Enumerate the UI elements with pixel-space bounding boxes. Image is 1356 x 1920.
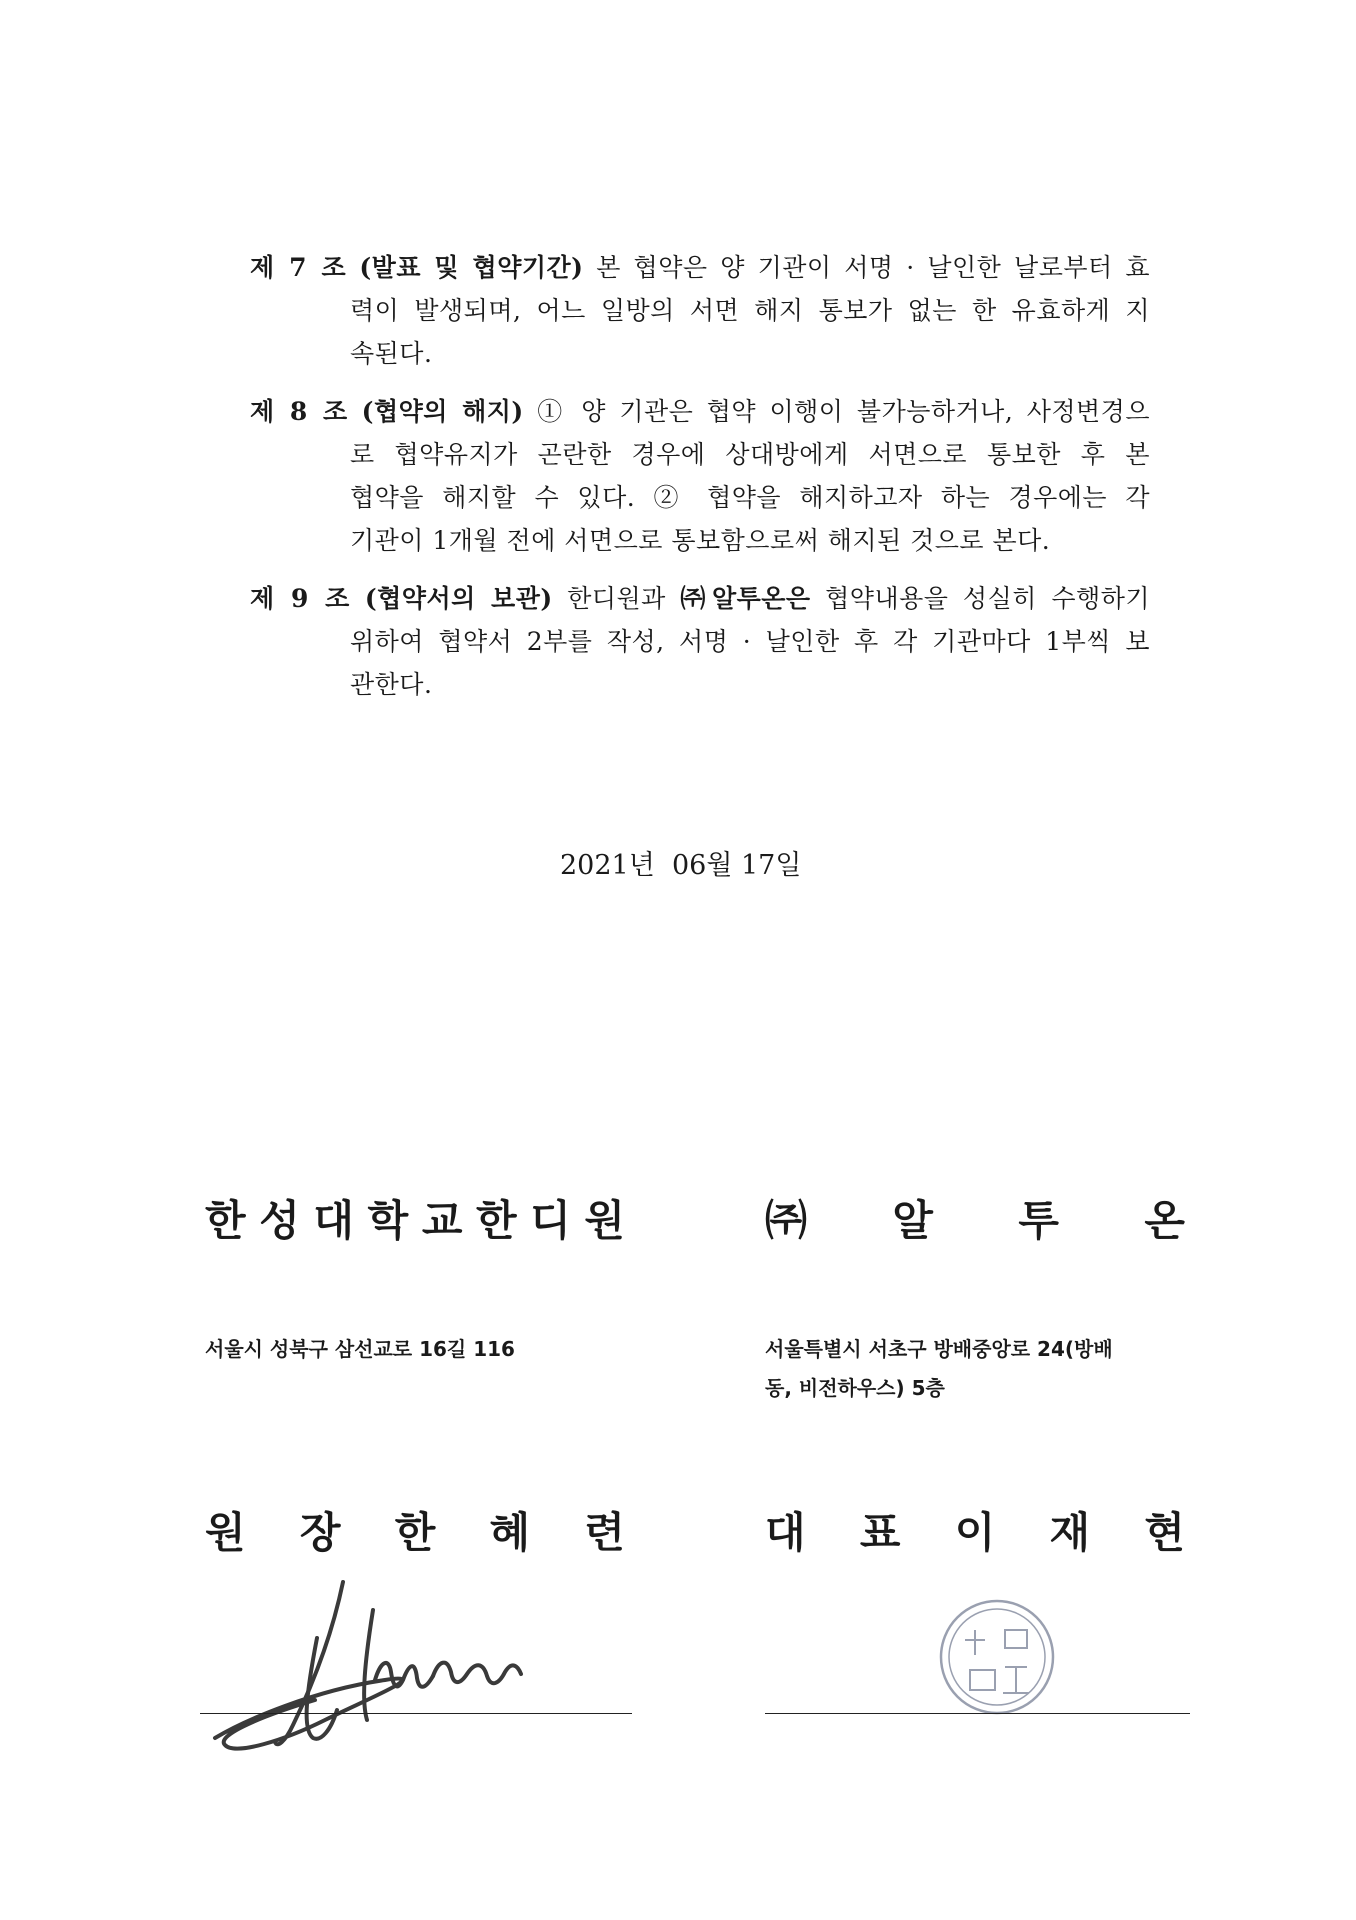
article-7-line-1	[250, 246, 1150, 289]
article-8-number: 제 8 조	[250, 397, 349, 426]
article-9-line-1	[250, 577, 1150, 620]
article-9-line-3: 관한다.	[350, 670, 433, 699]
article-7-text-1: 본 협약은 양 기관이 서명 · 날인한 날로부터 효	[596, 253, 1150, 282]
party-left-name-char: 성	[259, 1196, 300, 1245]
party-right-rep-char: 재	[1049, 1508, 1091, 1557]
article-8-line-3: 협약을 해지할 수 있다. ② 협약을 해지하고자 하는 경우에는 각	[350, 483, 1150, 512]
party-right-name-char: 투	[1018, 1196, 1059, 1245]
article-8	[250, 390, 1150, 562]
article-7-title: (발표 및 협약기간)	[359, 253, 584, 282]
article-8-line-2: 로 협약유지가 곤란한 경우에 상대방에게 서면으로 통보한 후 본	[350, 440, 1150, 469]
party-left-name-char: 디	[530, 1196, 571, 1245]
article-7	[250, 246, 1150, 375]
article-9-text-post: 협약내용을 성실히 수행하기	[825, 584, 1151, 613]
party-left-rep-char: 혜	[489, 1508, 531, 1557]
agreement-date: 2021년 06월 17일	[560, 850, 802, 881]
article-8-line-1	[250, 390, 1150, 433]
article-7-line-3: 속된다.	[350, 339, 433, 368]
party-right-name-char: 온	[1144, 1196, 1185, 1245]
article-8-text-1: ① 양 기관은 협약 이행이 불가능하거나, 사정변경으	[537, 397, 1150, 426]
party-right-name-char: 알	[892, 1196, 933, 1245]
party-right-representative	[765, 1500, 1185, 1560]
party-left-name-char: 한	[205, 1196, 246, 1245]
article-9-company: ㈜알투온은	[680, 584, 811, 613]
article-8-title: (협약의 해지)	[361, 397, 524, 426]
party-left-rep-char: 련	[584, 1508, 625, 1557]
party-left-rep-char: 원	[205, 1508, 246, 1557]
party-left-rep-char: 한	[394, 1508, 436, 1557]
article-7-line-2: 력이 발생되며, 어느 일방의 서면 해지 통보가 없는 한 유효하게 지	[350, 296, 1150, 325]
article-7-number: 제 7 조	[250, 253, 347, 282]
article-9-line-2: 위하여 협약서 2부를 작성, 서명 · 날인한 후 각 기관마다 1부씩 보	[350, 627, 1150, 656]
party-left-name	[205, 1188, 625, 1248]
article-9-title: (협약서의 보관)	[364, 584, 553, 613]
party-right-address-line-1: 서울특별시 서초구 방배중앙로 24(방배	[765, 1337, 1113, 1361]
party-left-name-char: 학	[367, 1196, 409, 1245]
party-left-representative	[205, 1500, 625, 1560]
party-right-rep-char: 이	[954, 1508, 996, 1557]
article-8-line-4: 기관이 1개월 전에 서면으로 통보함으로써 해지된 것으로 본다.	[350, 526, 1051, 555]
party-right-rep-char: 대	[765, 1508, 806, 1557]
article-9-text-pre: 한디원과	[567, 584, 666, 613]
signature-line-right	[765, 1713, 1190, 1714]
handwritten-signature	[205, 1560, 605, 1760]
party-left-rep-char: 장	[299, 1508, 341, 1557]
party-right-name-char: ㈜	[765, 1196, 808, 1245]
party-left-name-char: 한	[476, 1196, 517, 1245]
party-left-address: 서울시 성북구 삼선교로 16길 116	[205, 1337, 515, 1361]
company-seal	[935, 1595, 1060, 1720]
article-9	[250, 577, 1150, 706]
party-left-name-char: 대	[313, 1196, 354, 1245]
party-right-name	[765, 1188, 1185, 1248]
party-right-rep-char: 현	[1144, 1508, 1185, 1557]
signature-line-left	[200, 1713, 632, 1714]
party-right-rep-char: 표	[859, 1508, 901, 1557]
party-right-address-line-2: 동, 비전하우스) 5층	[765, 1376, 945, 1400]
party-right-address	[765, 1330, 1195, 1408]
party-left-name-char: 원	[584, 1196, 625, 1245]
party-left-name-char: 교	[421, 1196, 463, 1245]
article-9-number: 제 9 조	[250, 584, 351, 613]
